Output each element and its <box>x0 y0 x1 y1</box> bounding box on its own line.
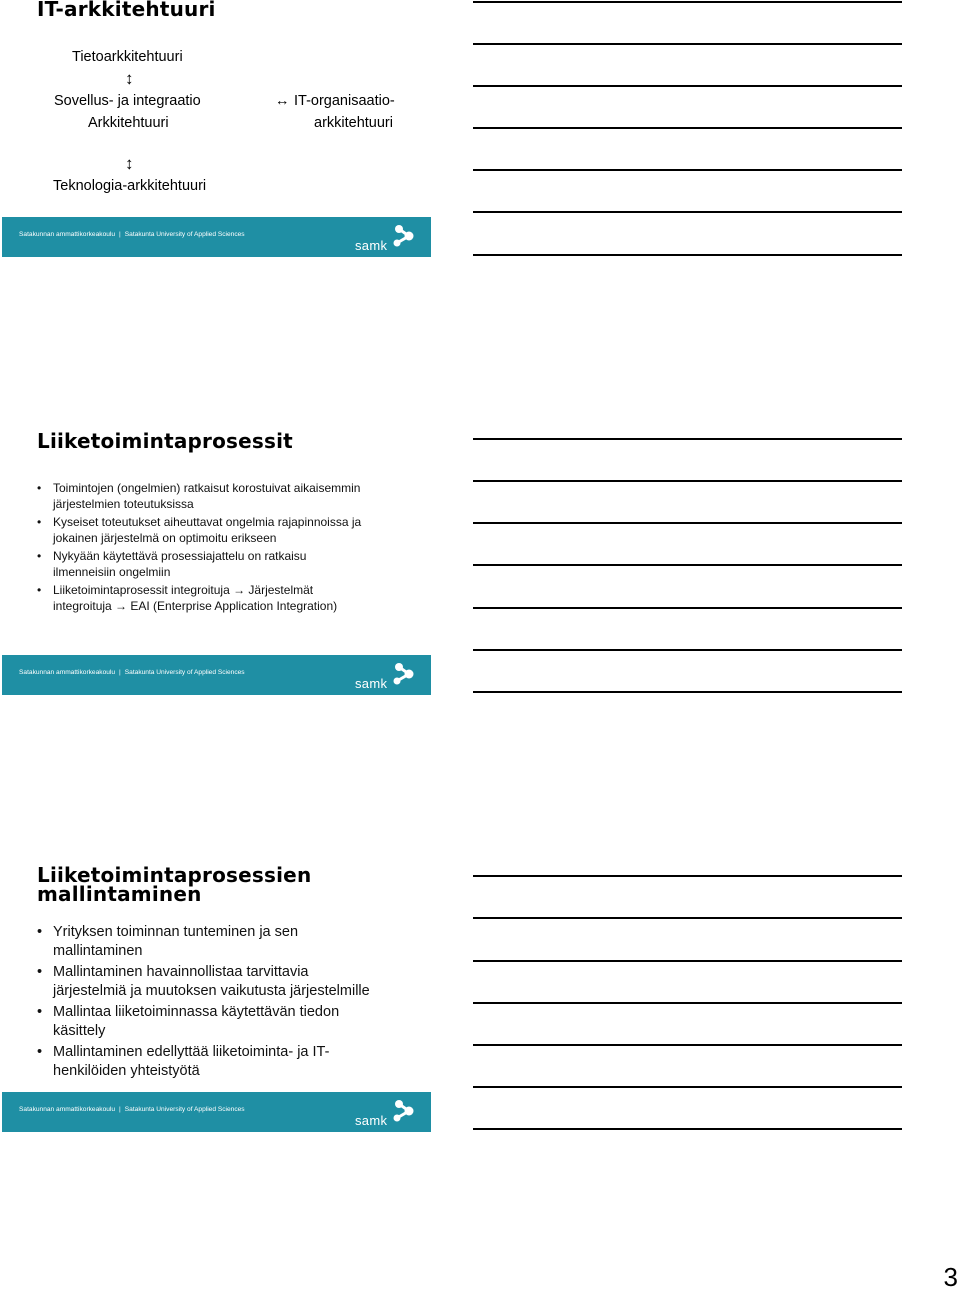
logo-mark-icon <box>355 1098 417 1128</box>
logo-wordmark: samk <box>355 238 388 253</box>
page-number: 3 <box>943 1262 958 1292</box>
vertical-arrow-icon: ↕ <box>125 69 134 88</box>
diagram-top-label: Tietoarkkitehtuuri <box>72 49 183 65</box>
notes-line <box>473 917 902 919</box>
notes-line <box>473 1128 902 1130</box>
notes-line <box>473 85 902 87</box>
slide-title <box>37 863 312 906</box>
notes-line <box>473 1044 902 1046</box>
bullet-item: • Kyseiset toteutukset aiheuttavat ongelmia rajapinnoissa ja jokainen järjestelmä on optimoitu erikseen <box>37 514 417 546</box>
diagram-right-label-line1: IT-organisaatio- <box>294 93 395 109</box>
slide-title-line1: Liiketoimintaprosessien <box>37 863 312 887</box>
footer-institution-fi: Satakunnan ammattikorkeakoulu <box>19 231 116 238</box>
footer-separator: | <box>119 1106 121 1113</box>
diagram-bottom-label: Teknologia-arkkitehtuuri <box>53 178 207 194</box>
slide-title: IT-arkkitehtuuri <box>37 0 216 21</box>
footer-separator: | <box>119 231 121 238</box>
bullet-item: • Mallintaminen edellyttää liiketoiminta- ja IT- henkilöiden yhteistyötä <box>37 1043 427 1081</box>
notes-line <box>473 480 902 482</box>
logo-wordmark: samk <box>355 676 388 691</box>
notes-line <box>473 960 902 962</box>
bullet-item: • Liiketoimintaprosessit integroituja → Järjestelmät integroituja → EAI (Enterprise Application Integration) <box>37 582 417 614</box>
diagram-right-label-line2: arkkitehtuuri <box>314 115 393 131</box>
notes-line <box>473 564 902 566</box>
logo-mark-icon <box>355 661 417 691</box>
notes-line <box>473 1086 902 1088</box>
bullet-item: • Yrityksen toiminnan tunteminen ja sen mallintaminen <box>37 923 427 961</box>
horizontal-arrow-icon: ↔ <box>275 93 290 109</box>
samk-logo <box>355 661 417 691</box>
notes-line <box>473 254 902 256</box>
notes-line <box>473 875 902 877</box>
bullet-item: • Toimintojen (ongelmien) ratkaisut korostuivat aikaisemmin järjestelmien toteutuksissa <box>37 480 417 512</box>
logo-mark-icon <box>355 223 417 253</box>
logo-wordmark: samk <box>355 1113 388 1128</box>
footer-institution-fi: Satakunnan ammattikorkeakoulu <box>19 669 116 676</box>
slide-title-line2: mallintaminen <box>37 882 202 906</box>
notes-line <box>473 1 902 3</box>
slide-footer <box>2 217 431 257</box>
slide-footer <box>2 1092 431 1132</box>
footer-text <box>19 669 245 676</box>
bullet-item: • Nykyään käytettävä prosessiajattelu on ratkaisu ilmenneisiin ongelmiin <box>37 548 417 580</box>
bullet-list <box>37 480 417 616</box>
bullet-item: • Mallintaa liiketoiminnassa käytettävän tiedon käsittely <box>37 1003 427 1041</box>
notes-line <box>473 522 902 524</box>
notes-line <box>473 211 902 213</box>
diagram-middle-label-line2: Arkkitehtuuri <box>88 115 169 131</box>
slide-footer <box>2 655 431 695</box>
samk-logo <box>355 223 417 253</box>
footer-text <box>19 1106 245 1113</box>
diagram-middle-label-line1: Sovellus- ja integraatio <box>54 93 201 109</box>
footer-institution-en: Satakunta University of Applied Sciences <box>124 669 245 676</box>
notes-line <box>473 691 902 693</box>
notes-line <box>473 169 902 171</box>
notes-line <box>473 127 902 129</box>
samk-logo <box>355 1098 417 1128</box>
bullet-list <box>37 923 427 1083</box>
notes-line <box>473 438 902 440</box>
footer-institution-en: Satakunta University of Applied Sciences <box>124 231 245 238</box>
footer-separator: | <box>119 669 121 676</box>
notes-line <box>473 649 902 651</box>
footer-institution-fi: Satakunnan ammattikorkeakoulu <box>19 1106 116 1113</box>
notes-line <box>473 43 902 45</box>
footer-institution-en: Satakunta University of Applied Sciences <box>124 1106 245 1113</box>
slide-title: Liiketoimintaprosessit <box>37 429 293 453</box>
bullet-item: • Mallintaminen havainnollistaa tarvittavia järjestelmiä ja muutoksen vaikutusta järjestelmille <box>37 963 427 1001</box>
notes-line <box>473 1002 902 1004</box>
vertical-arrow-icon: ↕ <box>125 154 134 173</box>
notes-line <box>473 607 902 609</box>
footer-text <box>19 231 245 238</box>
